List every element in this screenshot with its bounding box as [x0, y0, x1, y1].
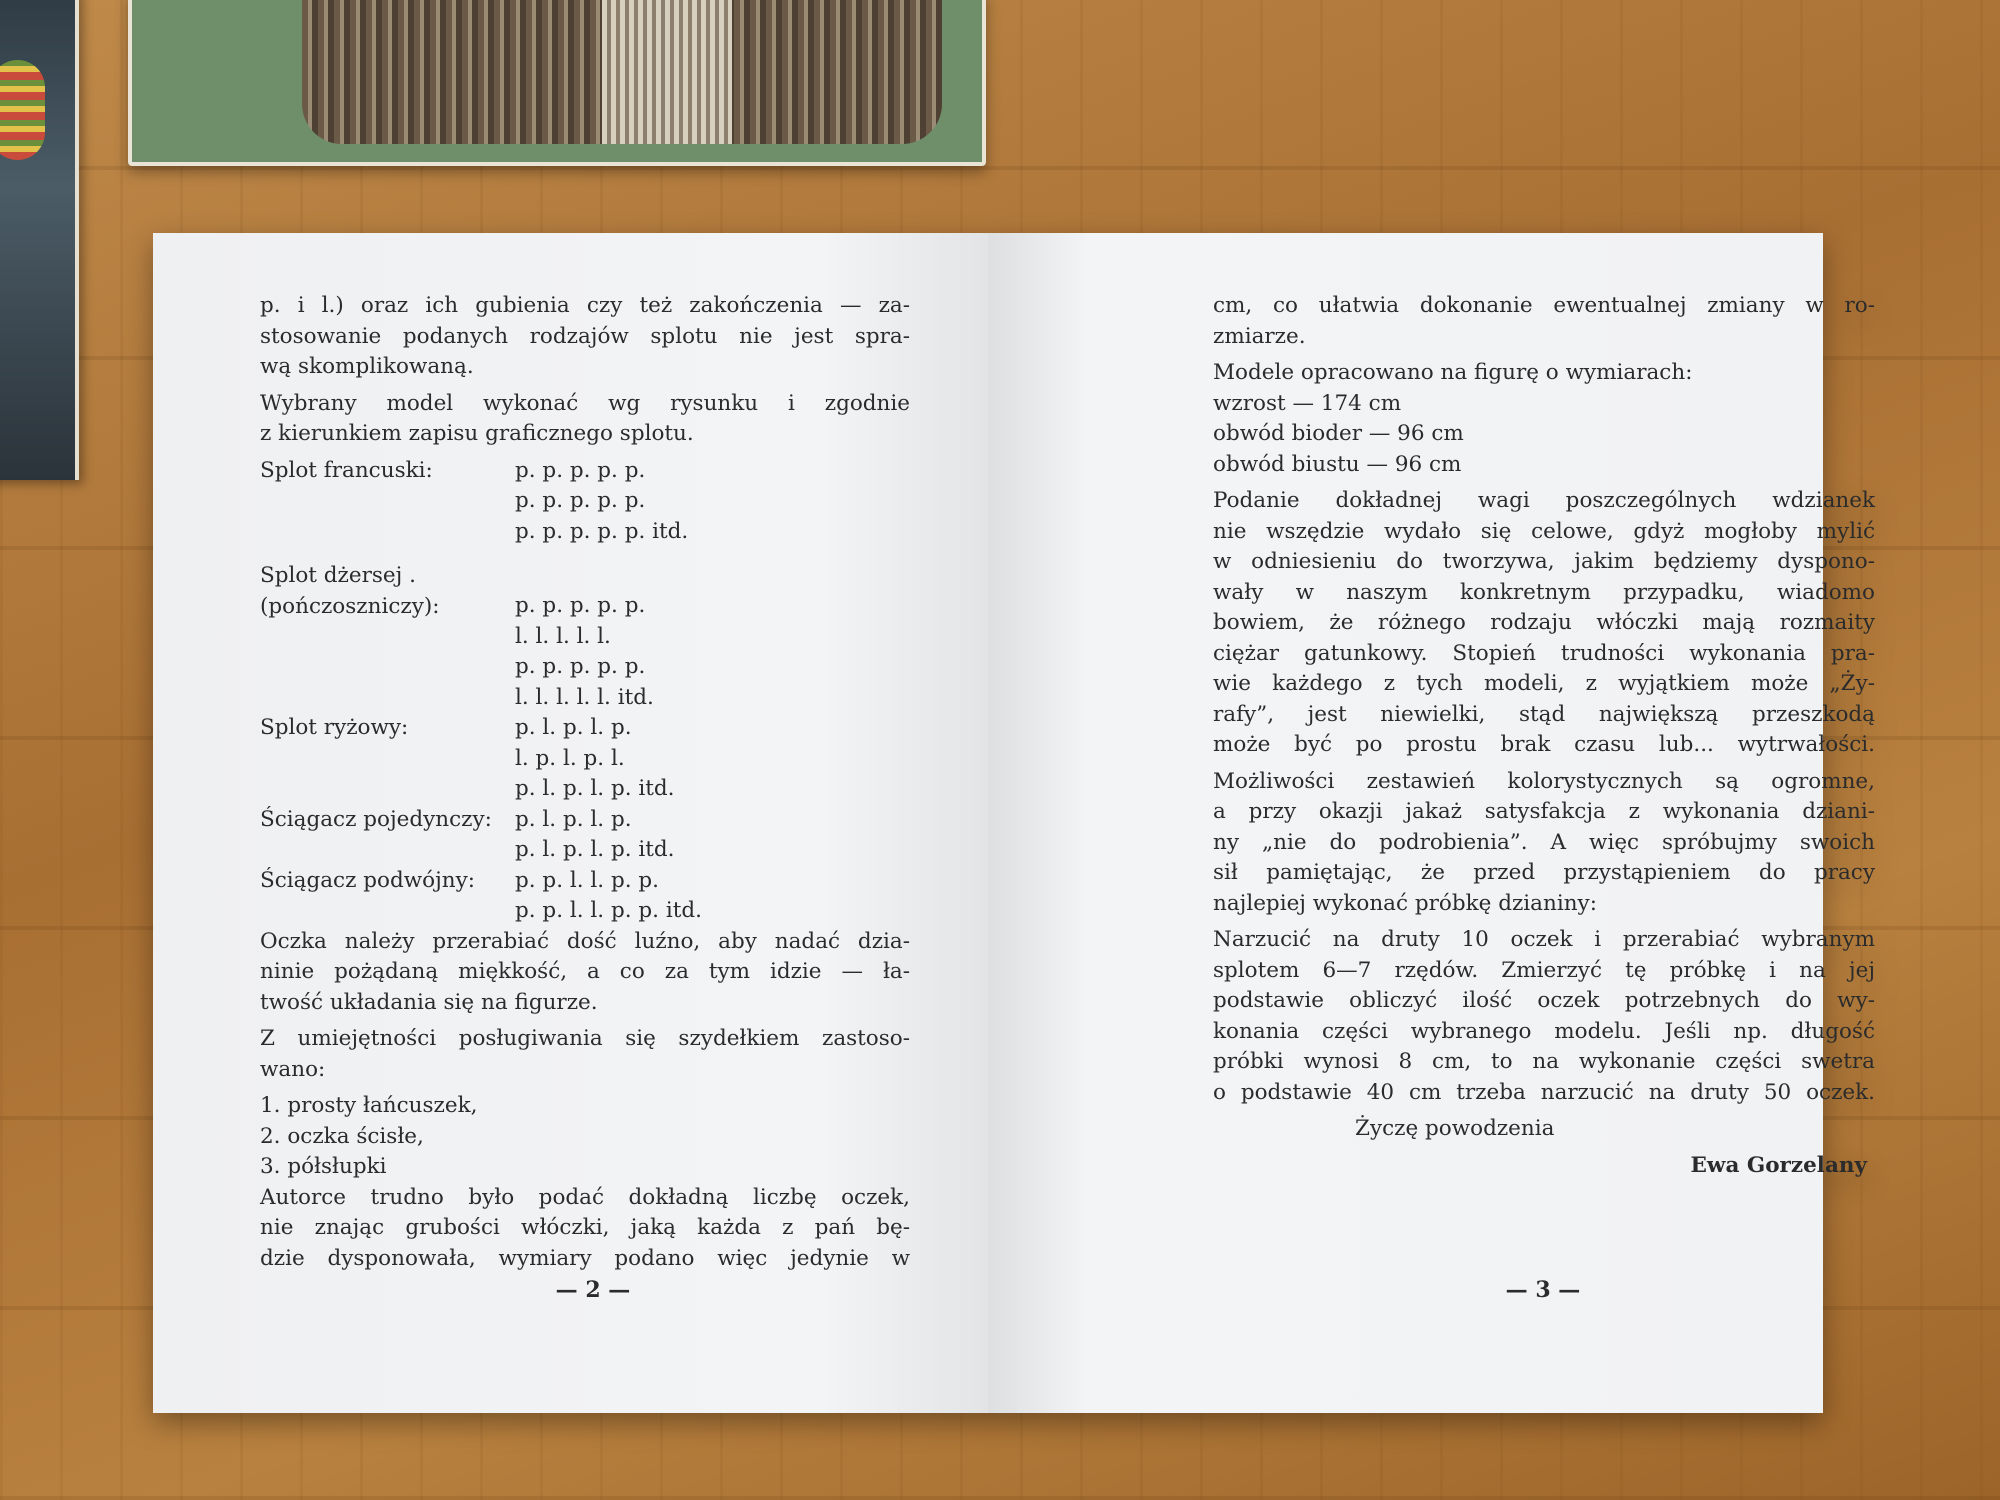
stitch-label: Ściągacz pojedynczy:	[260, 806, 492, 832]
text-line: Autorce trudno było podać dokładną liczbę oczek,	[260, 1184, 910, 1210]
stitch-label: Ściągacz podwójny:	[260, 867, 475, 893]
stitch-row: l. l. l. l. l.	[515, 623, 611, 649]
stitch-row: p. l. p. l. p.	[515, 715, 632, 740]
stitch-row: l. l. l. l. l. itd.	[515, 684, 654, 710]
stitch-row: p. p. p. p. p.	[515, 488, 646, 513]
photo-fringe	[602, 0, 732, 144]
stitch-pattern-single-rib	[260, 805, 910, 866]
text-line: cm, co ułatwia dokonanie ewentualnej zmiany w ro-	[1213, 293, 1875, 318]
text-line: wie każdego z tych modeli, z wyjątkiem może „Ży-	[1213, 671, 1875, 696]
text-line: wały w naszym konkretnym przypadku, wiadomo	[1213, 579, 1875, 605]
left-page-text	[260, 291, 910, 1280]
list-item: 3. półsłupki	[260, 1154, 387, 1179]
stitch-pattern-jersey	[260, 561, 910, 713]
stitch-row: p. p. l. l. p. p. itd.	[515, 898, 702, 923]
text-line: Narzucić na druty 10 oczek i przerabiać wybranym	[1213, 927, 1875, 952]
text-line: twość układania się na figurze.	[260, 989, 598, 1015]
measurements	[1213, 389, 1875, 481]
stitch-row: l. p. l. p. l.	[515, 745, 625, 771]
paragraph	[1213, 358, 1875, 389]
stitch-row: p. l. p. l. p.	[515, 806, 632, 832]
text-line: z kierunkiem zapisu graficznego splotu.	[260, 421, 694, 446]
paragraph	[1213, 767, 1875, 920]
text-line: w odniesieniu do tworzywa, jakim będziemy dyspono-	[1213, 549, 1875, 574]
text-line: może być po prostu brak czasu lub... wytrwałości.	[1213, 732, 1875, 757]
list-item: 1. prosty łańcuszek,	[260, 1093, 478, 1118]
background-photo-card-left	[0, 0, 79, 480]
stitch-row: p. p. l. l. p. p.	[515, 867, 659, 893]
stitch-label: (pończoszniczy):	[260, 593, 440, 619]
text-line: a przy okazji jakaż satysfakcja z wykonania dziani-	[1213, 799, 1875, 824]
booklet	[153, 233, 1875, 1413]
photo-detail	[0, 60, 45, 160]
text-line: wą skomplikowaną.	[260, 354, 474, 379]
right-page-text	[1213, 291, 1875, 1181]
paragraph	[260, 1183, 910, 1275]
stitch-row: p. p. p. p. p. itd.	[515, 518, 689, 544]
text-line: próbki wynosi 8 cm, to na wykonanie części swetra	[1213, 1049, 1875, 1074]
stitch-label: Splot dżersej .	[260, 563, 416, 588]
author-signature: Ewa Gorzelany	[1690, 1152, 1867, 1178]
stitch-row: p. p. p. p. p.	[515, 457, 646, 483]
text-line: zmiarze.	[1213, 323, 1306, 349]
measurement-height: wzrost — 174 cm	[1213, 390, 1402, 416]
page-number: — 3 —	[1505, 1277, 1581, 1303]
text-line: konania części wybranego modelu. Jeśli np. długość	[1213, 1018, 1875, 1044]
closing-wish: Życzę powodzenia	[1355, 1116, 1555, 1141]
text-line: ninie pożądaną miękkość, a co za tym idzie — ła-	[260, 959, 910, 984]
paragraph	[1213, 925, 1875, 1108]
stitch-label: Splot francuski:	[260, 457, 433, 483]
paragraph	[260, 927, 910, 1019]
text-line: p. i l.) oraz ich gubienia czy też zakończenia — za-	[260, 293, 910, 318]
text-line: bowiem, że różnego rodzaju włóczki mają rozmaity	[1213, 610, 1875, 635]
text-line: stosowanie podanych rodzajów splotu nie jest spra-	[260, 323, 910, 349]
text-line: dzie dysponowała, wymiary podano więc jedynie w	[260, 1245, 910, 1271]
list-item: 2. oczka ścisłe,	[260, 1123, 424, 1149]
text-line: o podstawie 40 cm trzeba narzucić na druty 50 oczek.	[1213, 1079, 1875, 1105]
left-page	[153, 233, 988, 1413]
text-line: nie znając grubości włóczki, jaką każda z pań bę-	[260, 1215, 910, 1240]
text-line: wano:	[260, 1056, 326, 1082]
closing	[1213, 1114, 1875, 1181]
text-line: rafy”, jest niewielki, stąd największą przeszkodą	[1213, 701, 1875, 727]
stitch-row: p. l. p. l. p. itd.	[515, 776, 675, 801]
paragraph	[260, 1024, 910, 1085]
background-photo-card-top	[128, 0, 986, 166]
text-line: splotem 6—7 rzędów. Zmierzyć tę próbkę i na jej	[1213, 957, 1875, 983]
text-line: podstawie obliczyć ilość oczek potrzebnych do wy-	[1213, 988, 1875, 1013]
paragraph	[1213, 291, 1875, 352]
stitch-row: p. p. p. p. p.	[515, 593, 646, 618]
crochet-list	[260, 1091, 910, 1183]
stitch-pattern-french	[260, 456, 910, 548]
paragraph	[260, 291, 910, 383]
text-line: nie wszędzie wydało się celowe, gdyż mogłoby mylić	[1213, 518, 1875, 544]
text-line: Oczka należy przerabiać dość luźno, aby nadać dzia-	[260, 928, 910, 954]
measurement-hips: obwód bioder — 96 cm	[1213, 421, 1464, 446]
text-line: sił pamiętając, że przed przystąpieniem do pracy	[1213, 860, 1875, 885]
text-line: ny „nie do podrobienia”. A więc spróbujmy swoich	[1213, 829, 1875, 855]
measurement-bust: obwód biustu — 96 cm	[1213, 451, 1462, 477]
right-page	[988, 233, 1875, 1413]
text-line: Z umiejętności posługiwania się szydełkiem zastoso-	[260, 1026, 910, 1051]
text-line: najlepiej wykonać próbkę dzianiny:	[1213, 890, 1597, 916]
stitch-row: p. p. p. p. p.	[515, 654, 646, 679]
text-line: Modele opracowano na figurę o wymiarach:	[1213, 360, 1693, 385]
stitch-row: p. l. p. l. p. itd.	[515, 837, 675, 862]
text-line: Możliwości zestawień kolorystycznych są ogromne,	[1213, 768, 1875, 794]
text-line: ciężar gatunkowy. Stopień trudności wykonania pra-	[1213, 640, 1875, 666]
paragraph	[260, 389, 910, 450]
text-line: Podanie dokładnej wagi poszczególnych wdzianek	[1213, 488, 1875, 513]
text-line: Wybrany model wykonać wg rysunku i zgodnie	[260, 390, 910, 416]
stitch-label: Splot ryżowy:	[260, 715, 409, 740]
stitch-pattern-double-rib	[260, 866, 910, 927]
page-number: — 2 —	[555, 1277, 631, 1303]
paragraph	[1213, 486, 1875, 761]
stitch-pattern-rice	[260, 713, 910, 805]
